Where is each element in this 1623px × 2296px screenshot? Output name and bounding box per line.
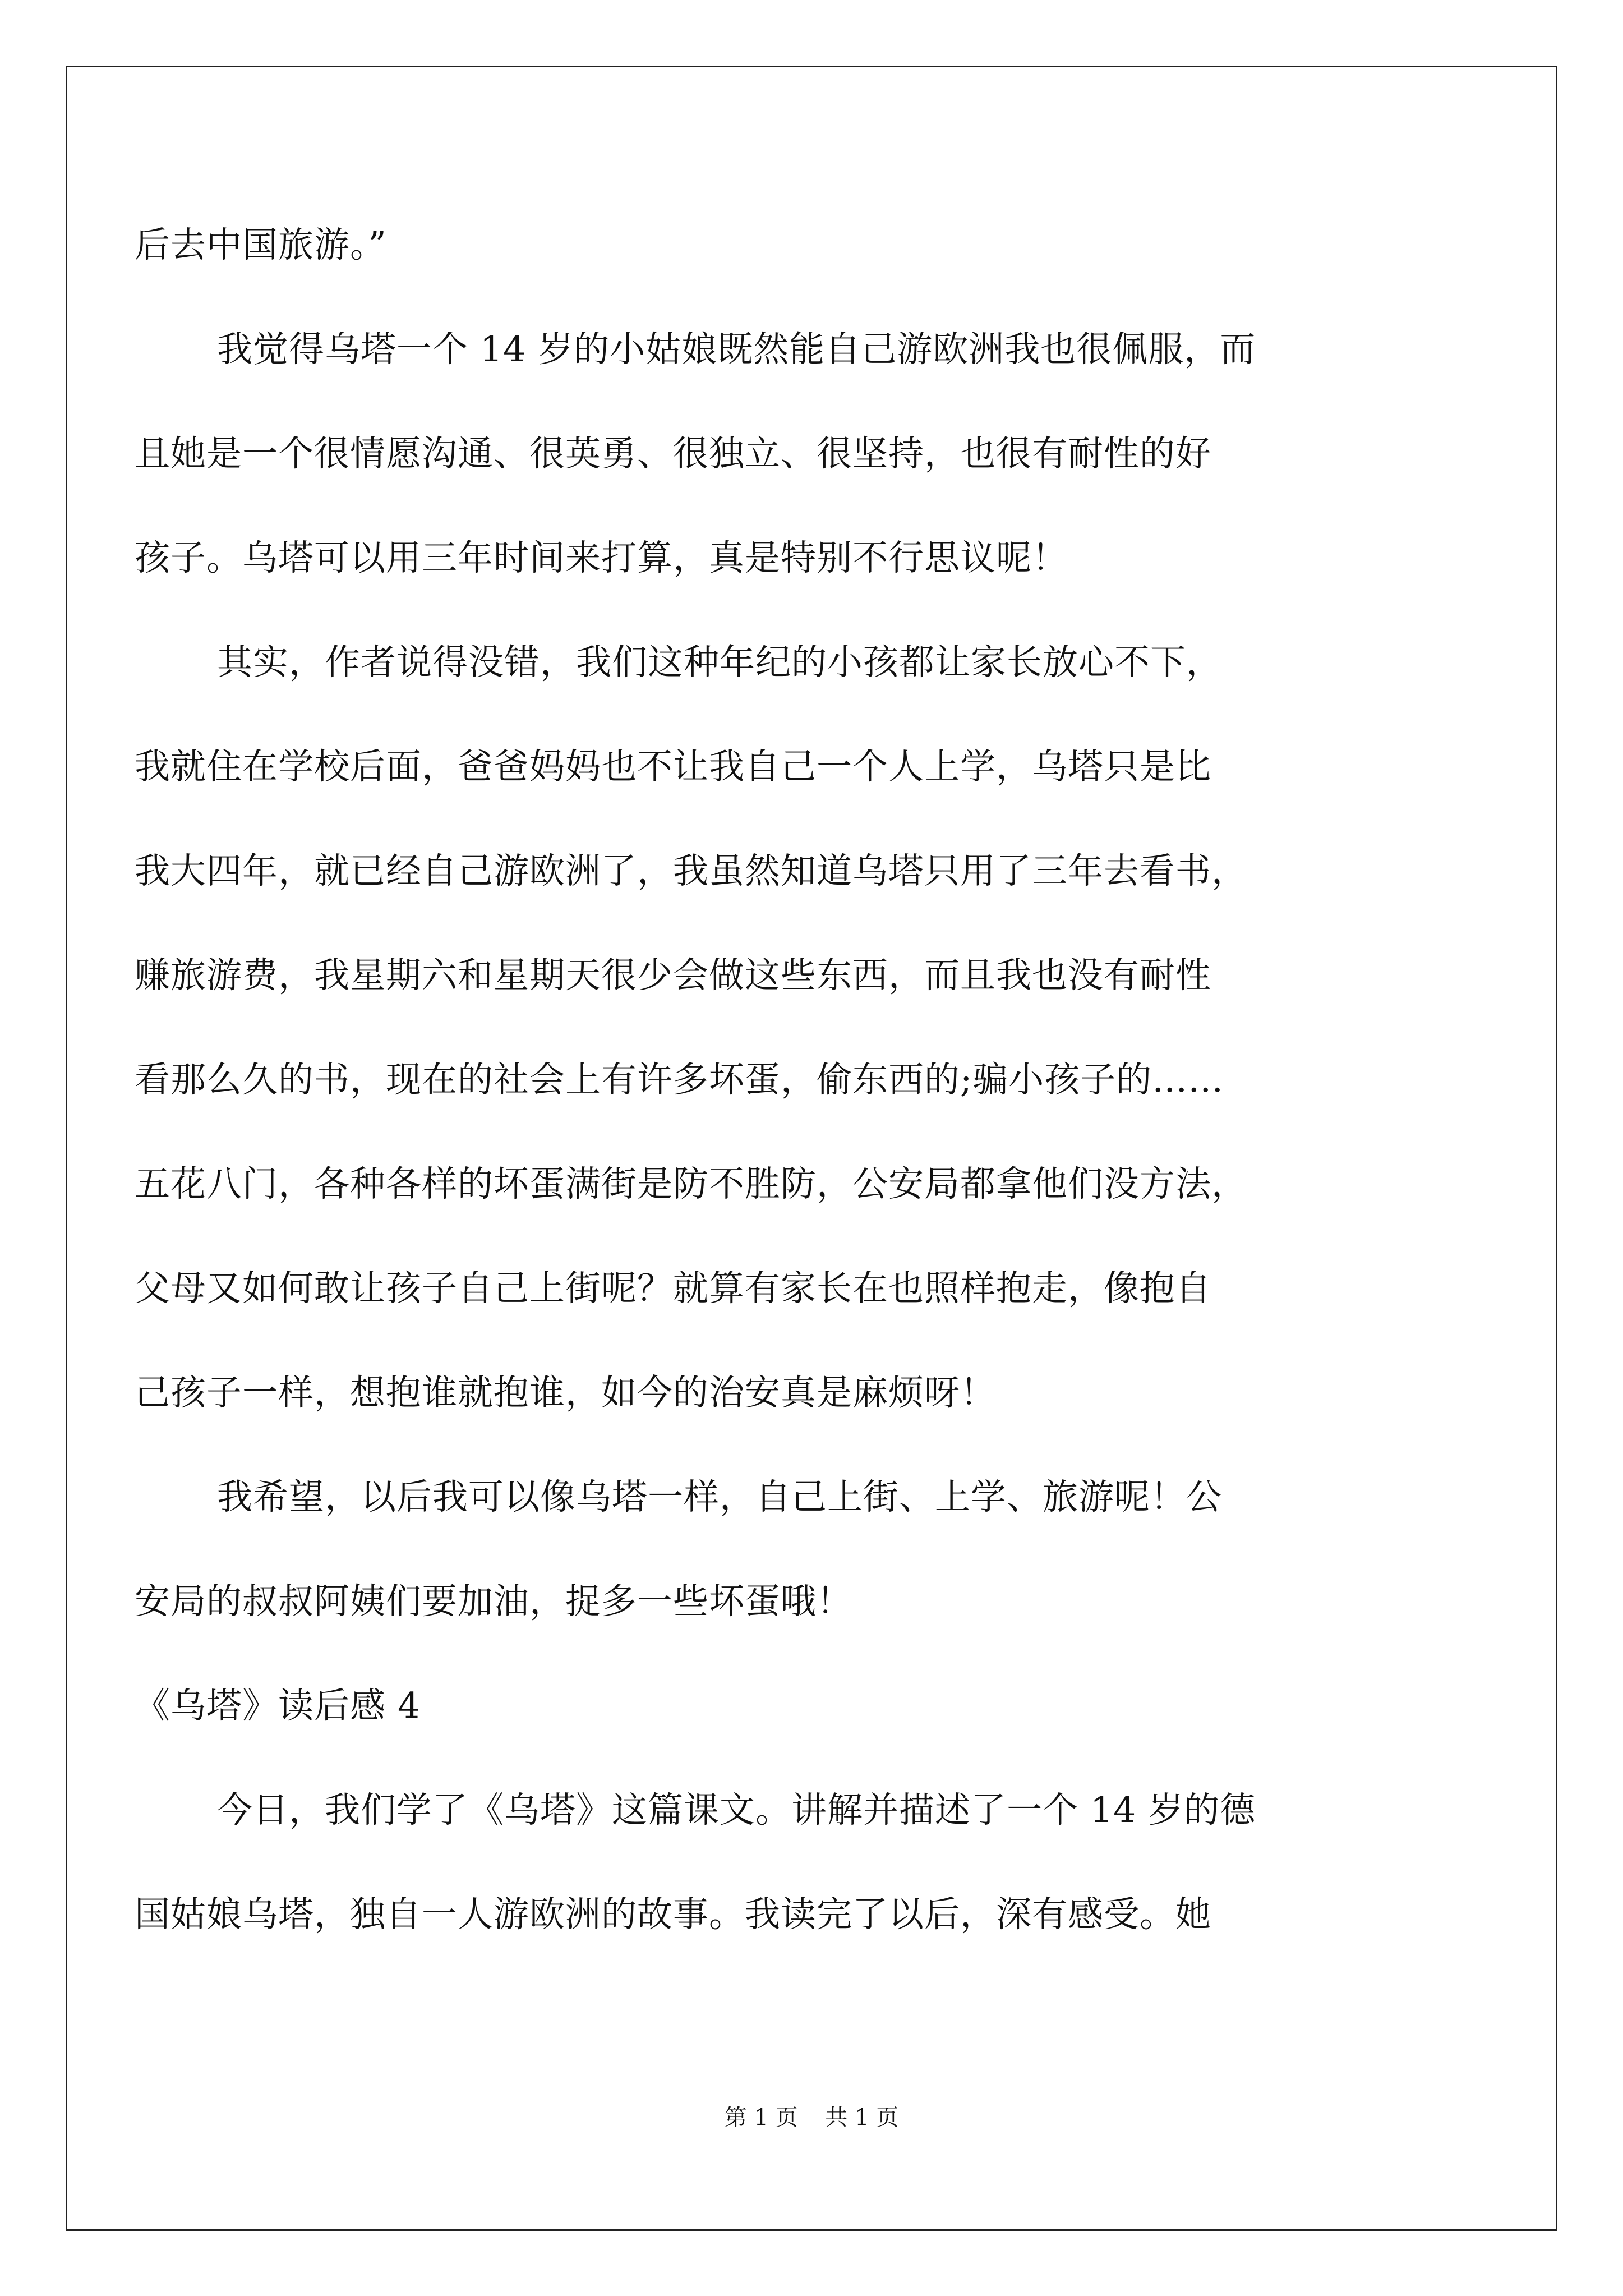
page-total: 共 1 页 (825, 2105, 899, 2131)
paragraph-line: 安局的叔叔阿姨们要加油，捉多一些坏蛋哦！ (135, 1581, 852, 1622)
paragraph-line: 己孩子一样，想抱谁就抱谁，如今的治安真是麻烦呀！ (135, 1372, 996, 1413)
paragraph-line: 我大四年，就已经自己游欧洲了，我虽然知道乌塔只用了三年去看书， (135, 850, 1247, 891)
paragraph-line: 后去中国旅游。” (135, 224, 387, 265)
paragraph-line: 看那么久的书，现在的社会上有许多坏蛋，偷东西的;骗小孩子的…… (135, 1059, 1224, 1100)
paragraph-line: 孩子。乌塔可以用三年时间来打算，真是特别不行思议呢！ (135, 537, 1068, 578)
paragraph-line: 其实，作者说得没错，我们这种年纪的小孩都让家长放心不下， (217, 642, 1222, 683)
paragraph-line: 我觉得乌塔一个 14 岁的小姑娘既然能自己游欧洲我也很佩服，而 (217, 329, 1256, 370)
paragraph-line: 我就住在学校后面，爸爸妈妈也不让我自己一个人上学，乌塔只是比 (135, 746, 1211, 787)
paragraph-line: 父母又如何敢让孩子自己上街呢？就算有家长在也照样抱走，像抱自 (135, 1268, 1211, 1309)
paragraph-line: 且她是一个很情愿沟通、很英勇、很独立、很坚持，也很有耐性的好 (135, 433, 1211, 474)
paragraph-line: 五花八门，各种各样的坏蛋满街是防不胜防，公安局都拿他们没方法， (135, 1163, 1247, 1204)
page-footer (0, 2104, 1623, 2132)
section-heading: 《乌塔》读后感 4 (135, 1685, 421, 1726)
paragraph-line: 赚旅游费，我星期六和星期天很少会做这些东西，而且我也没有耐性 (135, 955, 1211, 996)
paragraph-line: 我希望，以后我可以像乌塔一样，自己上街、上学、旅游呢！公 (217, 1476, 1222, 1517)
page-number: 第 1 页 (724, 2105, 798, 2131)
paragraph-line: 国姑娘乌塔，独自一人游欧洲的故事。我读完了以后，深有感受。她 (135, 1894, 1211, 1935)
paragraph-line: 今日，我们学了《乌塔》这篇课文。讲解并描述了一个 14 岁的德 (217, 1789, 1256, 1830)
